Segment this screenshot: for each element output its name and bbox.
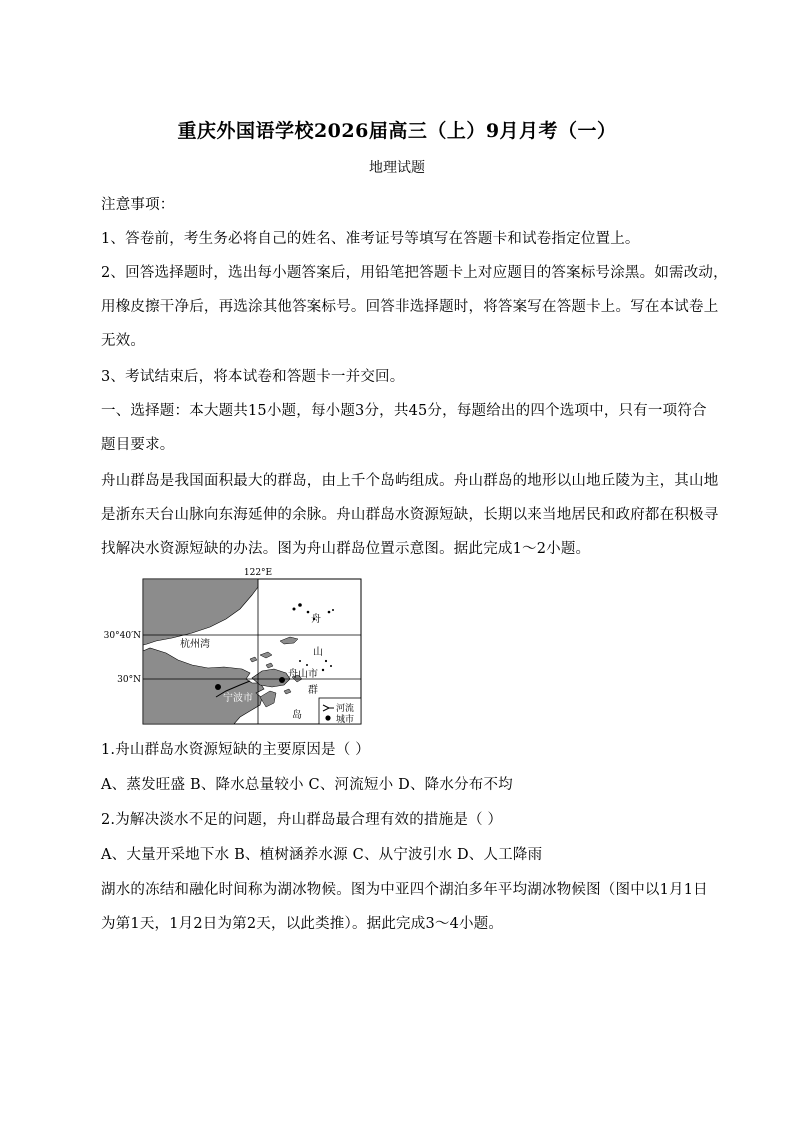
archipelago-char-zhou: 舟 (311, 614, 321, 625)
ningbo-label: 宁波市 (223, 693, 253, 704)
legend-city-symbol (325, 715, 330, 720)
passage-1-line-1: 舟山群岛是我国面积最大的群岛，由上千个岛屿组成。舟山群岛的地形以山地丘陵为主，其山地 (101, 473, 719, 489)
passage-2-line-1: 湖水的冻结和融化时间称为湖冰物候。图为中亚四个湖泊多年平均湖冰物候图（图中以1月1日 (101, 882, 708, 898)
question-2-stem: 2.为解决淡水不足的问题，舟山群岛最合理有效的措施是（ ） (101, 812, 503, 828)
legend-river-label: 河流 (336, 704, 355, 714)
exam-subject: 地理试题 (369, 160, 425, 176)
longitude-label: 122°E (243, 568, 273, 578)
passage-2-line-2: 为第1天，1月2日为第2天，以此类推）。据此完成3～4小题。 (101, 916, 504, 932)
latitude-label-30: 30°N (117, 675, 141, 685)
notice-heading: 注意事项： (101, 197, 175, 213)
latitude-label-30-40: 30°40′N (103, 631, 141, 641)
archipelago-char-dao: 岛 (292, 710, 302, 721)
notice-item-3: 3、考试结束后，将本试卷和答题卡一并交回。 (101, 369, 405, 385)
question-1-stem: 1.舟山群岛水资源短缺的主要原因是（ ） (101, 742, 370, 758)
archipelago-char-shan: 山 (313, 647, 323, 658)
map-legend (319, 698, 361, 725)
notice-item-2-line-1: 2、回答选择题时，选出每小题答案后，用铅笔把答题卡上对应题目的答案标号涂黑。如需改动， (101, 265, 728, 281)
section-1-instruction-line-2: 题目要求。 (101, 437, 175, 453)
question-1-options: A、蒸发旺盛 B、降水总量较小 C、河流短小 D、降水分布不均 (101, 777, 513, 793)
legend-city-label: 城市 (336, 715, 355, 725)
zhoushan-city-label: 舟山市 (288, 669, 318, 680)
notice-item-2-line-3: 无效。 (101, 333, 146, 349)
ningbo-city-dot (215, 684, 221, 690)
section-1-instruction-line-1: 一、选择题：本大题共15小题，每小题3分，共45分，每题给出的四个选项中，只有一项符合 (101, 403, 707, 419)
archipelago-char-qun: 群 (308, 685, 318, 696)
exam-title: 重庆外国语学校2026届高三（上）9月月考（一） (177, 120, 617, 142)
question-2-options: A、大量开采地下水 B、植树涵养水源 C、从宁波引水 D、人工降雨 (101, 847, 543, 863)
zhoushan-city-dot (279, 677, 285, 683)
zhoushan-location-map (100, 565, 370, 730)
passage-1-line-2: 是浙东天台山脉向东海延伸的余脉。舟山群岛水资源短缺，长期以来当地居民和政府都在积极寻 (101, 507, 719, 523)
hangzhou-bay-label: 杭州湾 (180, 639, 210, 650)
passage-1-line-3: 找解决水资源短缺的办法。图为舟山群岛位置示意图。据此完成1～2小题。 (101, 541, 591, 557)
notice-item-1: 1、答卷前，考生务必将自己的姓名、准考证号等填写在答题卡和试卷指定位置上。 (101, 231, 640, 247)
notice-item-2-line-2: 用橡皮擦干净后，再选涂其他答案标号。回答非选择题时，将答案写在答题卡上。写在本试卷上 (101, 299, 719, 315)
